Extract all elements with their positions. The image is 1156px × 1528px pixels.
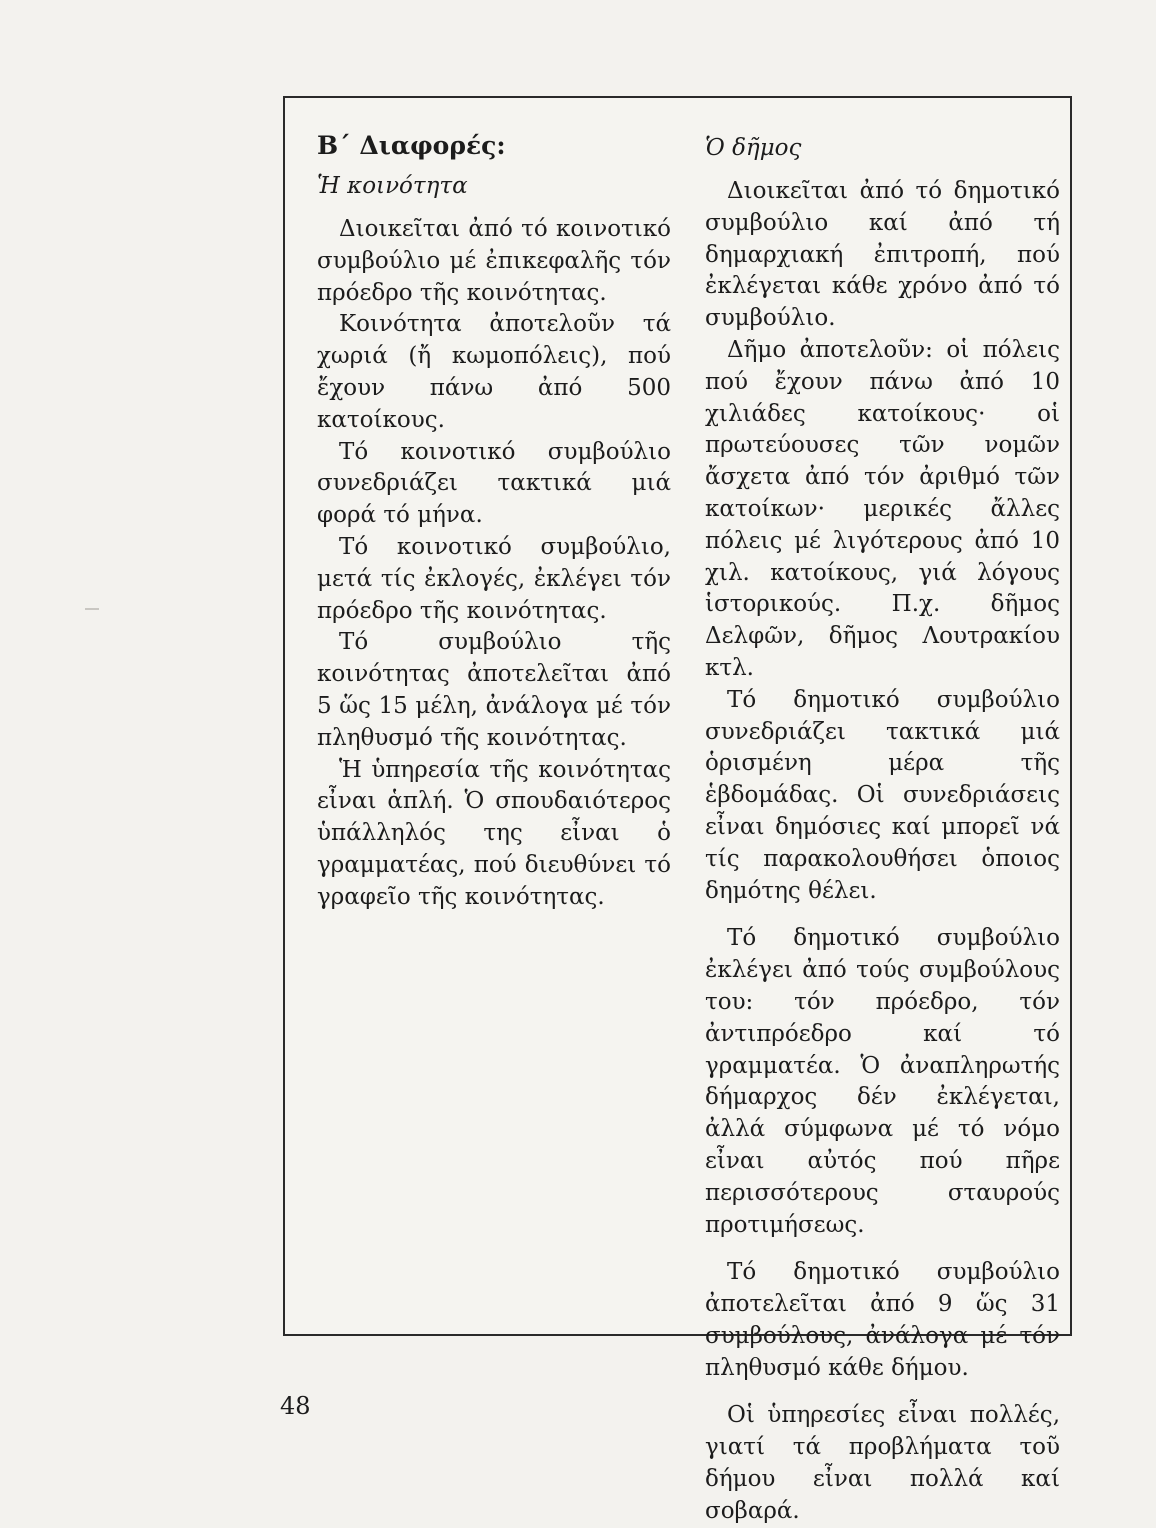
municipality-paragraph: Οἱ ὑπηρεσίες εἶναι πολλές, γιατί τά προβλήματα τοῦ δήμου εἶναι πολλά καί σοβαρά.	[705, 1402, 1060, 1524]
section-heading: Β΄ Διαφορές:	[317, 131, 506, 160]
community-paragraph: Διοικεῖται ἀπό τό κοινοτικό συμβούλιο μέ ἐπικεφαλῆς τόν πρόεδρο τῆς κοινότητας.	[317, 216, 671, 306]
community-subheading: Ἡ κοινότητα	[317, 173, 468, 199]
community-paragraph: Τό κοινοτικό συμβούλιο, μετά τίς ἐκλογές, ἐκλέγει τόν πρόεδρο τῆς κοινότητας.	[317, 533, 671, 624]
community-paragraph: Κοινότητα ἀποτελοῦν τά χωριά (ἤ κωμοπόλεις), πού ἔχουν πάνω ἀπό 500 κατοίκους.	[317, 311, 671, 433]
page-number: 48	[280, 1392, 311, 1420]
municipality-paragraph: Τό δημοτικό συμβούλιο ἀποτελεῖται ἀπό 9 ὥς 31 συμβούλους, ἀνάλογα μέ τόν πληθυσμό κάθε δήμου.	[705, 1259, 1060, 1381]
municipality-paragraph: Δῆμο ἀποτελοῦν: οἱ πόλεις πού ἔχουν πάνω ἀπό 10 χιλιάδες κατοίκους· οἱ πρωτεύουσες τῶν νομῶν ἄσχετα ἀπό τόν ἀριθμό τῶν κατοίκων· μερικές ἄλλες πόλεις μέ λιγότερους ἀπό 10 χιλ. κατοίκους, γιά λόγους ἱστορικούς. Π.χ. δῆμος Δελφῶν, δῆμος Λουτρακίου κτλ.	[705, 336, 1060, 681]
municipality-paragraph: Τό δημοτικό συμβούλιο συνεδριάζει τακτικά μιά ὁρισμένη μέρα τῆς ἑβδομάδας. Οἱ συνεδριάσεις εἶναι δημόσιες καί μπορεῖ νά τίς παρακολουθήσει ὁποιος δημότης θέλει.	[705, 686, 1060, 904]
community-paragraph: Ἡ ὑπηρεσία τῆς κοινότητας εἶναι ἁπλή. Ὁ σπουδαιότερος ὑπάλληλός της εἶναι ὁ γραμματέας, πού διευθύνει τό γραφεῖο τῆς κοινότητας.	[317, 756, 671, 910]
municipality-subheading: Ὁ δῆμος	[705, 135, 802, 161]
municipality-paragraph: Διοικεῖται ἀπό τό δημοτικό συμβούλιο καί ἀπό τή δημαρχιακή ἐπιτροπή, πού ἐκλέγεται κάθε χρόνο ἀπό τό συμβούλιο.	[705, 178, 1060, 332]
community-paragraph: Τό κοινοτικό συμβούλιο συνεδριάζει τακτικά μιά φορά τό μήνα.	[317, 438, 671, 529]
margin-dash	[85, 608, 99, 610]
right-column	[705, 132, 1060, 1528]
community-paragraph: Τό συμβούλιο τῆς κοινότητας ἀποτελεῖται ἀπό 5 ὥς 15 μέλη, ἀνάλογα μέ τόν πληθυσμό τῆς κοινότητας.	[317, 629, 671, 751]
municipality-paragraph: Τό δημοτικό συμβούλιο ἐκλέγει ἀπό τούς συμβούλους του: τόν πρόεδρο, τόν ἀντιπρόεδρο καί τό γραμματέα. Ὁ ἀναπληρωτής δήμαρχος δέν ἐκλέγεται, ἀλλά σύμφωνα μέ τό νόμο εἶναι αὐτός πού πῆρε περισσότερους σταυρούς προτιμήσεως.	[705, 925, 1060, 1238]
left-column	[317, 130, 671, 914]
